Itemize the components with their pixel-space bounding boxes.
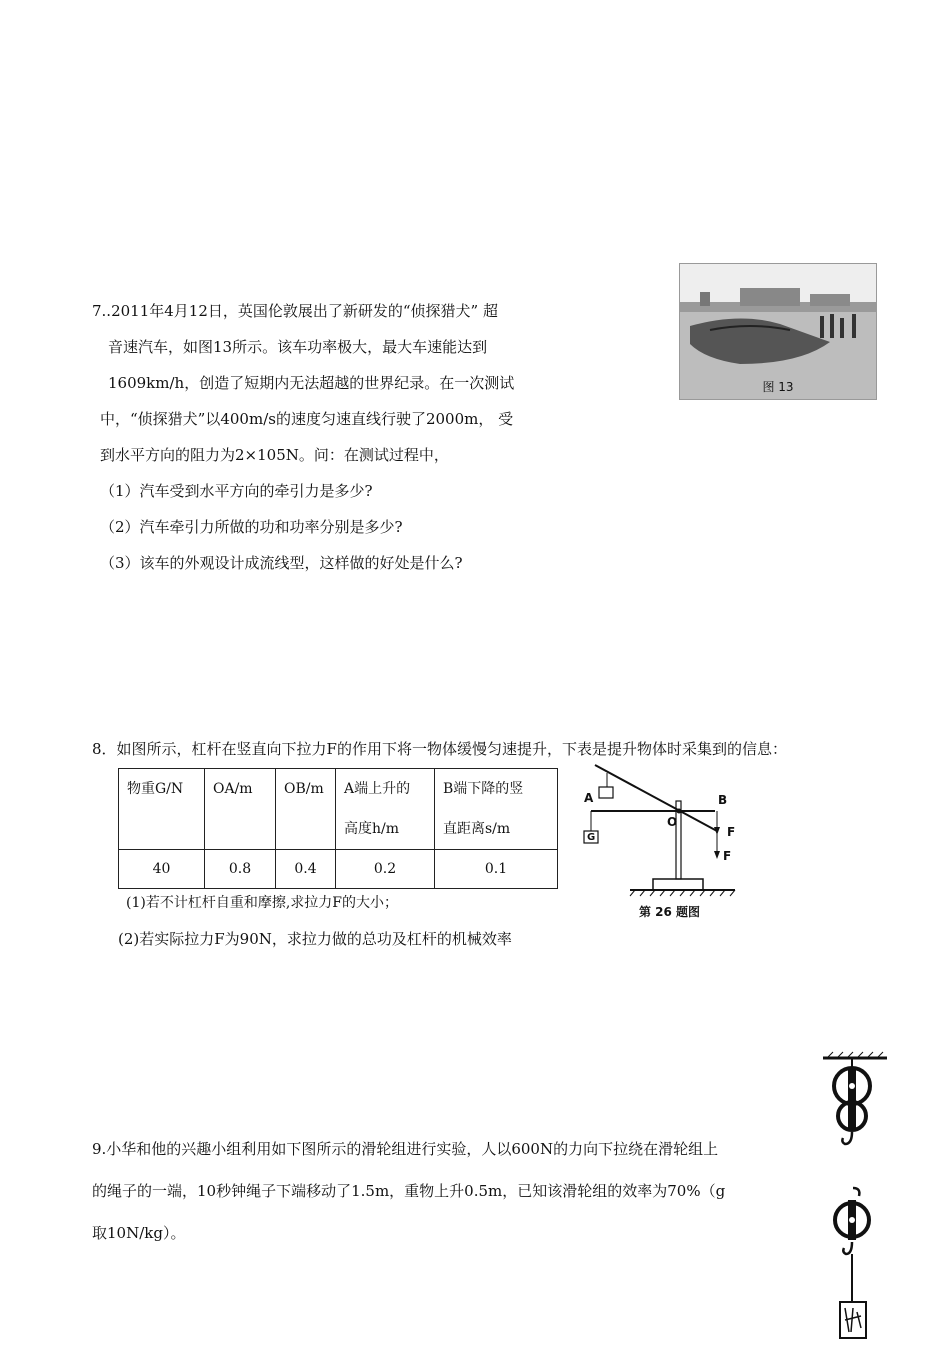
q9-line-2: 的绳子的一端，10秒钟绳子下端移动了1.5m，重物上升0.5m，已知该滑轮组的效率为70%（g [92, 1182, 726, 1200]
table-cell-oa: 0.8 [205, 850, 276, 889]
lever-figure [575, 755, 745, 920]
q7-line-1: 7..2011年4月12日，英国伦敦展出了新研发的“侦探猎犬” 超 [92, 302, 498, 320]
table-header-oa: OA/m [205, 769, 276, 810]
table-row [119, 769, 558, 810]
q8-data-table [118, 768, 558, 889]
table-header-weight-cont [119, 809, 205, 850]
table-row [119, 850, 558, 889]
car-photo-caption: 图 13 [762, 380, 794, 394]
car-photo [679, 263, 877, 400]
table-cell-h: 0.2 [336, 850, 435, 889]
pulley-diagram [815, 1050, 895, 1344]
lever-label-a: A [584, 791, 594, 805]
lever-figure-caption: 第 26 题图 [639, 905, 701, 919]
table-header-oa-cont [205, 809, 276, 850]
lever-label-b: B [718, 793, 728, 807]
table-row [119, 809, 558, 850]
q9-line-1: 9.小华和他的兴趣小组利用如下图所示的滑轮组进行实验，人以600N的力向下拉绕在滑轮组上 [92, 1140, 719, 1158]
q8-subquestion-2: (2)若实际拉力F为90N，求拉力做的总功及杠杆的机械效率 [118, 930, 512, 948]
lever-label-f1: F [727, 825, 736, 839]
table-header-b-drop-cont: 直距离s/m [435, 809, 558, 850]
lever-label-g: G [587, 832, 596, 843]
table-header-a-rise-cont: 高度h/m [336, 809, 435, 850]
q8-subquestion-1: (1)若不计杠杆自重和摩擦,求拉力F的大小； [126, 895, 398, 911]
table-header-a-rise: A端上升的 [336, 769, 435, 810]
table-cell-s: 0.1 [435, 850, 558, 889]
lever-diagram [575, 755, 745, 920]
q7-subquestion-3: （3）该车的外观设计成流线型，这样做的好处是什么? [100, 554, 463, 572]
table-header-weight: 物重G/N [119, 769, 205, 810]
q7-line-5: 到水平方向的阻力为2×105N。问：在测试过程中， [100, 446, 449, 464]
q7-line-3: 1609km/h，创造了短期内无法超越的世界纪录。在一次测试 [108, 374, 515, 392]
q7-subquestion-1: （1）汽车受到水平方向的牵引力是多少? [100, 482, 373, 500]
table-cell-ob: 0.4 [276, 850, 336, 889]
q7-line-4: 中，“侦探猎犬”以400m/s的速度匀速直线行驶了2000m， 受 [100, 410, 514, 428]
q7-subquestion-2: （2）汽车牵引力所做的功和功率分别是多少? [100, 518, 403, 536]
q8-intro: 8．如图所示，杠杆在竖直向下拉力F的作用下将一物体缓慢匀速提升，下表是提升物体时采集到的信息： [92, 740, 787, 758]
q7-line-2: 音速汽车，如图13所示。该车功率极大，最大车速能达到 [108, 338, 488, 356]
lever-label-f2: F [723, 849, 732, 863]
table-header-ob: OB/m [276, 769, 336, 810]
lever-label-o: O [667, 815, 678, 829]
table-cell-weight: 40 [119, 850, 205, 889]
q9-line-3: 取10N/kg）。 [92, 1224, 186, 1242]
pulley-figure [815, 1050, 895, 1344]
table-header-ob-cont [276, 809, 336, 850]
table-header-b-drop: B端下降的竖 [435, 769, 558, 810]
